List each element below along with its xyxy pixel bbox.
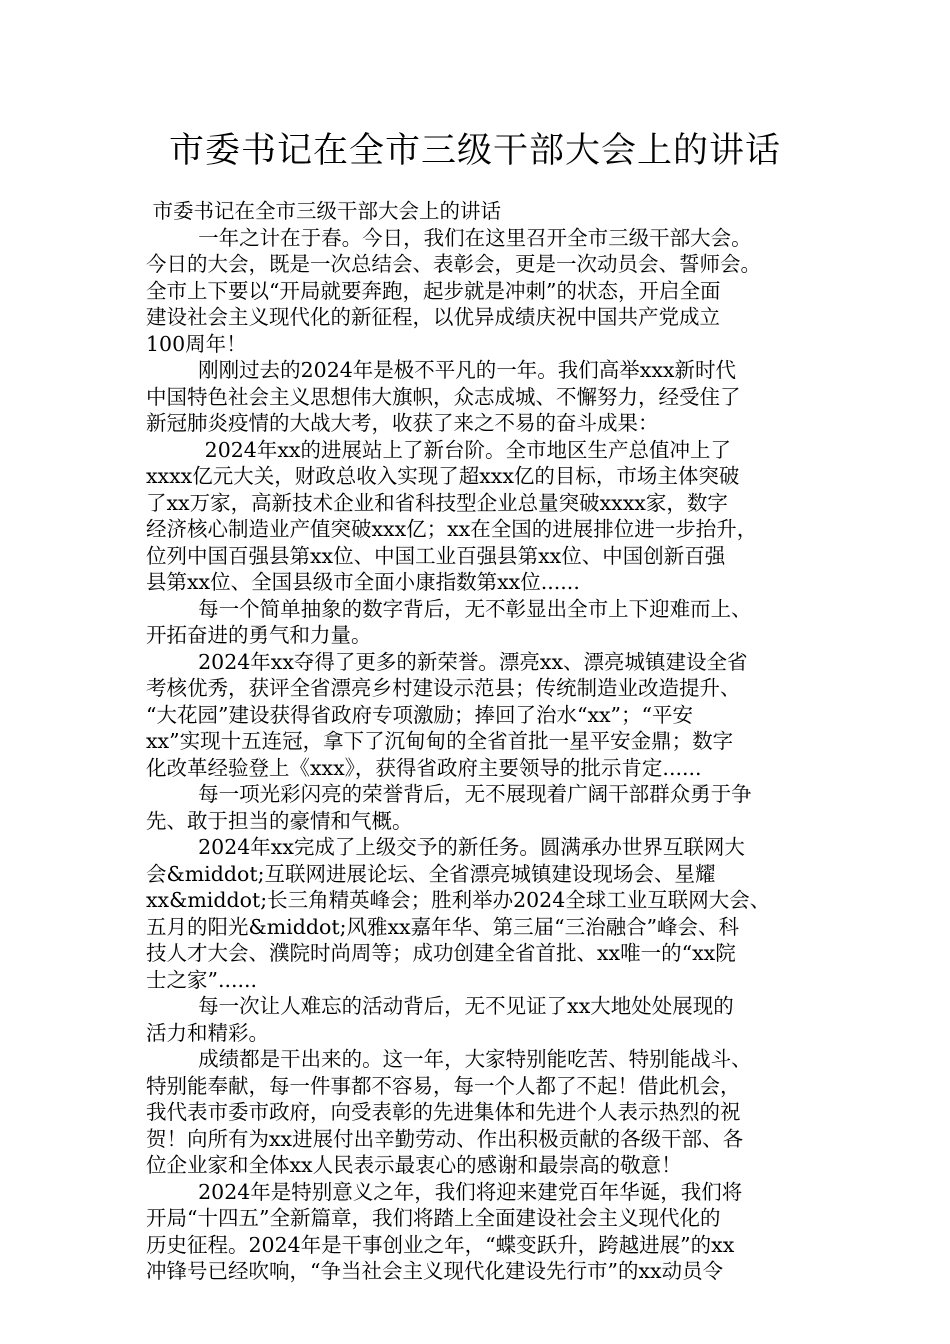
body-line: “大花园”建设获得省政府专项激励；捧回了治水“xx”；“平安 (146, 702, 694, 727)
body-line: 历史征程。2024年是干事创业之年，“蝶变跃升，跨越进展”的xx (146, 1232, 735, 1257)
body-line: 中国特色社会主义思想伟大旗帜，众志成城、不懈努力，经受住了 (146, 384, 741, 409)
document-title: 市委书记在全市三级干部大会上的讲话 (168, 131, 781, 171)
body-line: 贺！向所有为xx进展付出辛勤劳动、作出积极贡献的各级干部、各 (146, 1126, 744, 1151)
body-line: xxxx亿元大关，财政总收入实现了超xxx亿的目标，市场主体突破 (146, 464, 740, 488)
body-line: 先、敢于担当的豪情和气概。 (146, 808, 413, 833)
body-line: 建设社会主义现代化的新征程，以优异成绩庆祝中国共产党成立 (146, 305, 720, 329)
document-body (146, 198, 806, 1285)
body-line: 每一项光彩闪亮的荣誉背后，无不展现着广阔干部群众勇于争 (146, 782, 752, 806)
body-line: 市委书记在全市三级干部大会上的讲话 (146, 199, 502, 223)
body-line: 2024年xx夺得了更多的新荣誉。漂亮xx、漂亮城镇建设全省 (146, 649, 748, 674)
body-line: 新冠肺炎疫情的大战大考，收获了来之不易的奋斗成果： (146, 411, 659, 435)
body-line: 化改革经验登上《xxx》，获得省政府主要领导的批示肯定...... (146, 755, 702, 780)
body-line: 考核优秀，获评全省漂亮乡村建设示范县；传统制造业改造提升、 (146, 676, 741, 700)
body-line: 特别能奉献，每一件事都不容易，每一个人都了不起！借此机会， (146, 1073, 741, 1098)
body-line: 位企业家和全体xx人民表示最衷心的感谢和最崇高的敬意！ (146, 1153, 682, 1177)
body-line: 今日的大会，既是一次总结会、表彰会，更是一次动员会、誓师会。 (146, 252, 761, 276)
body-line: 每一次让人难忘的活动背后，无不见证了xx大地处处展现的 (146, 994, 734, 1018)
body-line: 县第xx位、全国县级市全面小康指数第xx位...... (146, 570, 580, 594)
body-line: 2024年是特别意义之年，我们将迎来建党百年华诞，我们将 (146, 1179, 743, 1204)
body-line: 活力和精彩。 (146, 1020, 269, 1045)
body-line: 刚刚过去的2024年是极不平凡的一年。我们高举xxx新时代 (146, 358, 736, 382)
body-line: 2024年xx完成了上级交予的新任务。圆满承办世界互联网大 (146, 835, 745, 859)
body-line: 全市上下要以“开局就要奔跑，起步就是冲刺”的状态，开启全面 (146, 278, 721, 303)
body-line: xx”实现十五连冠，拿下了沉甸甸的全省首批一星平安金鼎；数字 (146, 729, 734, 753)
body-line: 冲锋号已经吹响，“争当社会主义现代化建设先行市”的xx动员令 (146, 1259, 724, 1283)
body-line: 位列中国百强县第xx位、中国工业百强县第xx位、中国创新百强 (146, 543, 726, 568)
body-line: 开局“十四五”全新篇章，我们将踏上全面建设社会主义现代化的 (146, 1206, 721, 1230)
body-line: xx&middot;长三角精英峰会；胜利举办2024全球工业互联网大会、 (146, 888, 771, 912)
body-line: 100周年！ (146, 331, 247, 356)
body-line: 了xx万家，高新技术企业和省科技型企业总量突破xxxx家，数字 (146, 490, 728, 515)
body-line: 经济核心制造业产值突破xxx亿；xx在全国的进展排位进一步抬升， (146, 517, 758, 541)
body-line: 我代表市委市政府，向受表彰的先进集体和先进个人表示热烈的祝 (146, 1100, 741, 1124)
body-line: 每一个简单抽象的数字背后，无不彰显出全市上下迎难而上、 (146, 596, 752, 621)
body-line: 成绩都是干出来的。这一年，大家特别能吃苦、特别能战斗、 (146, 1047, 752, 1071)
body-line: 开拓奋进的勇气和力量。 (146, 623, 372, 647)
body-line: 五月的阳光&middot;风雅xx嘉年华、第三届“三治融合”峰会、科 (146, 914, 740, 939)
body-line: 一年之计在于春。今日，我们在这里召开全市三级干部大会。 (146, 225, 752, 250)
body-line: 技人才大会、濮院时尚周等；成功创建全省首批、xx唯一的“xx院 (146, 941, 736, 965)
body-line: 会&middot;互联网进展论坛、全省漂亮城镇建设现场会、星耀 (146, 861, 716, 886)
body-line: 2024年xx的进展站上了新台阶。全市地区生产总值冲上了 (146, 437, 731, 462)
body-line: 士之家”...... (146, 967, 258, 992)
